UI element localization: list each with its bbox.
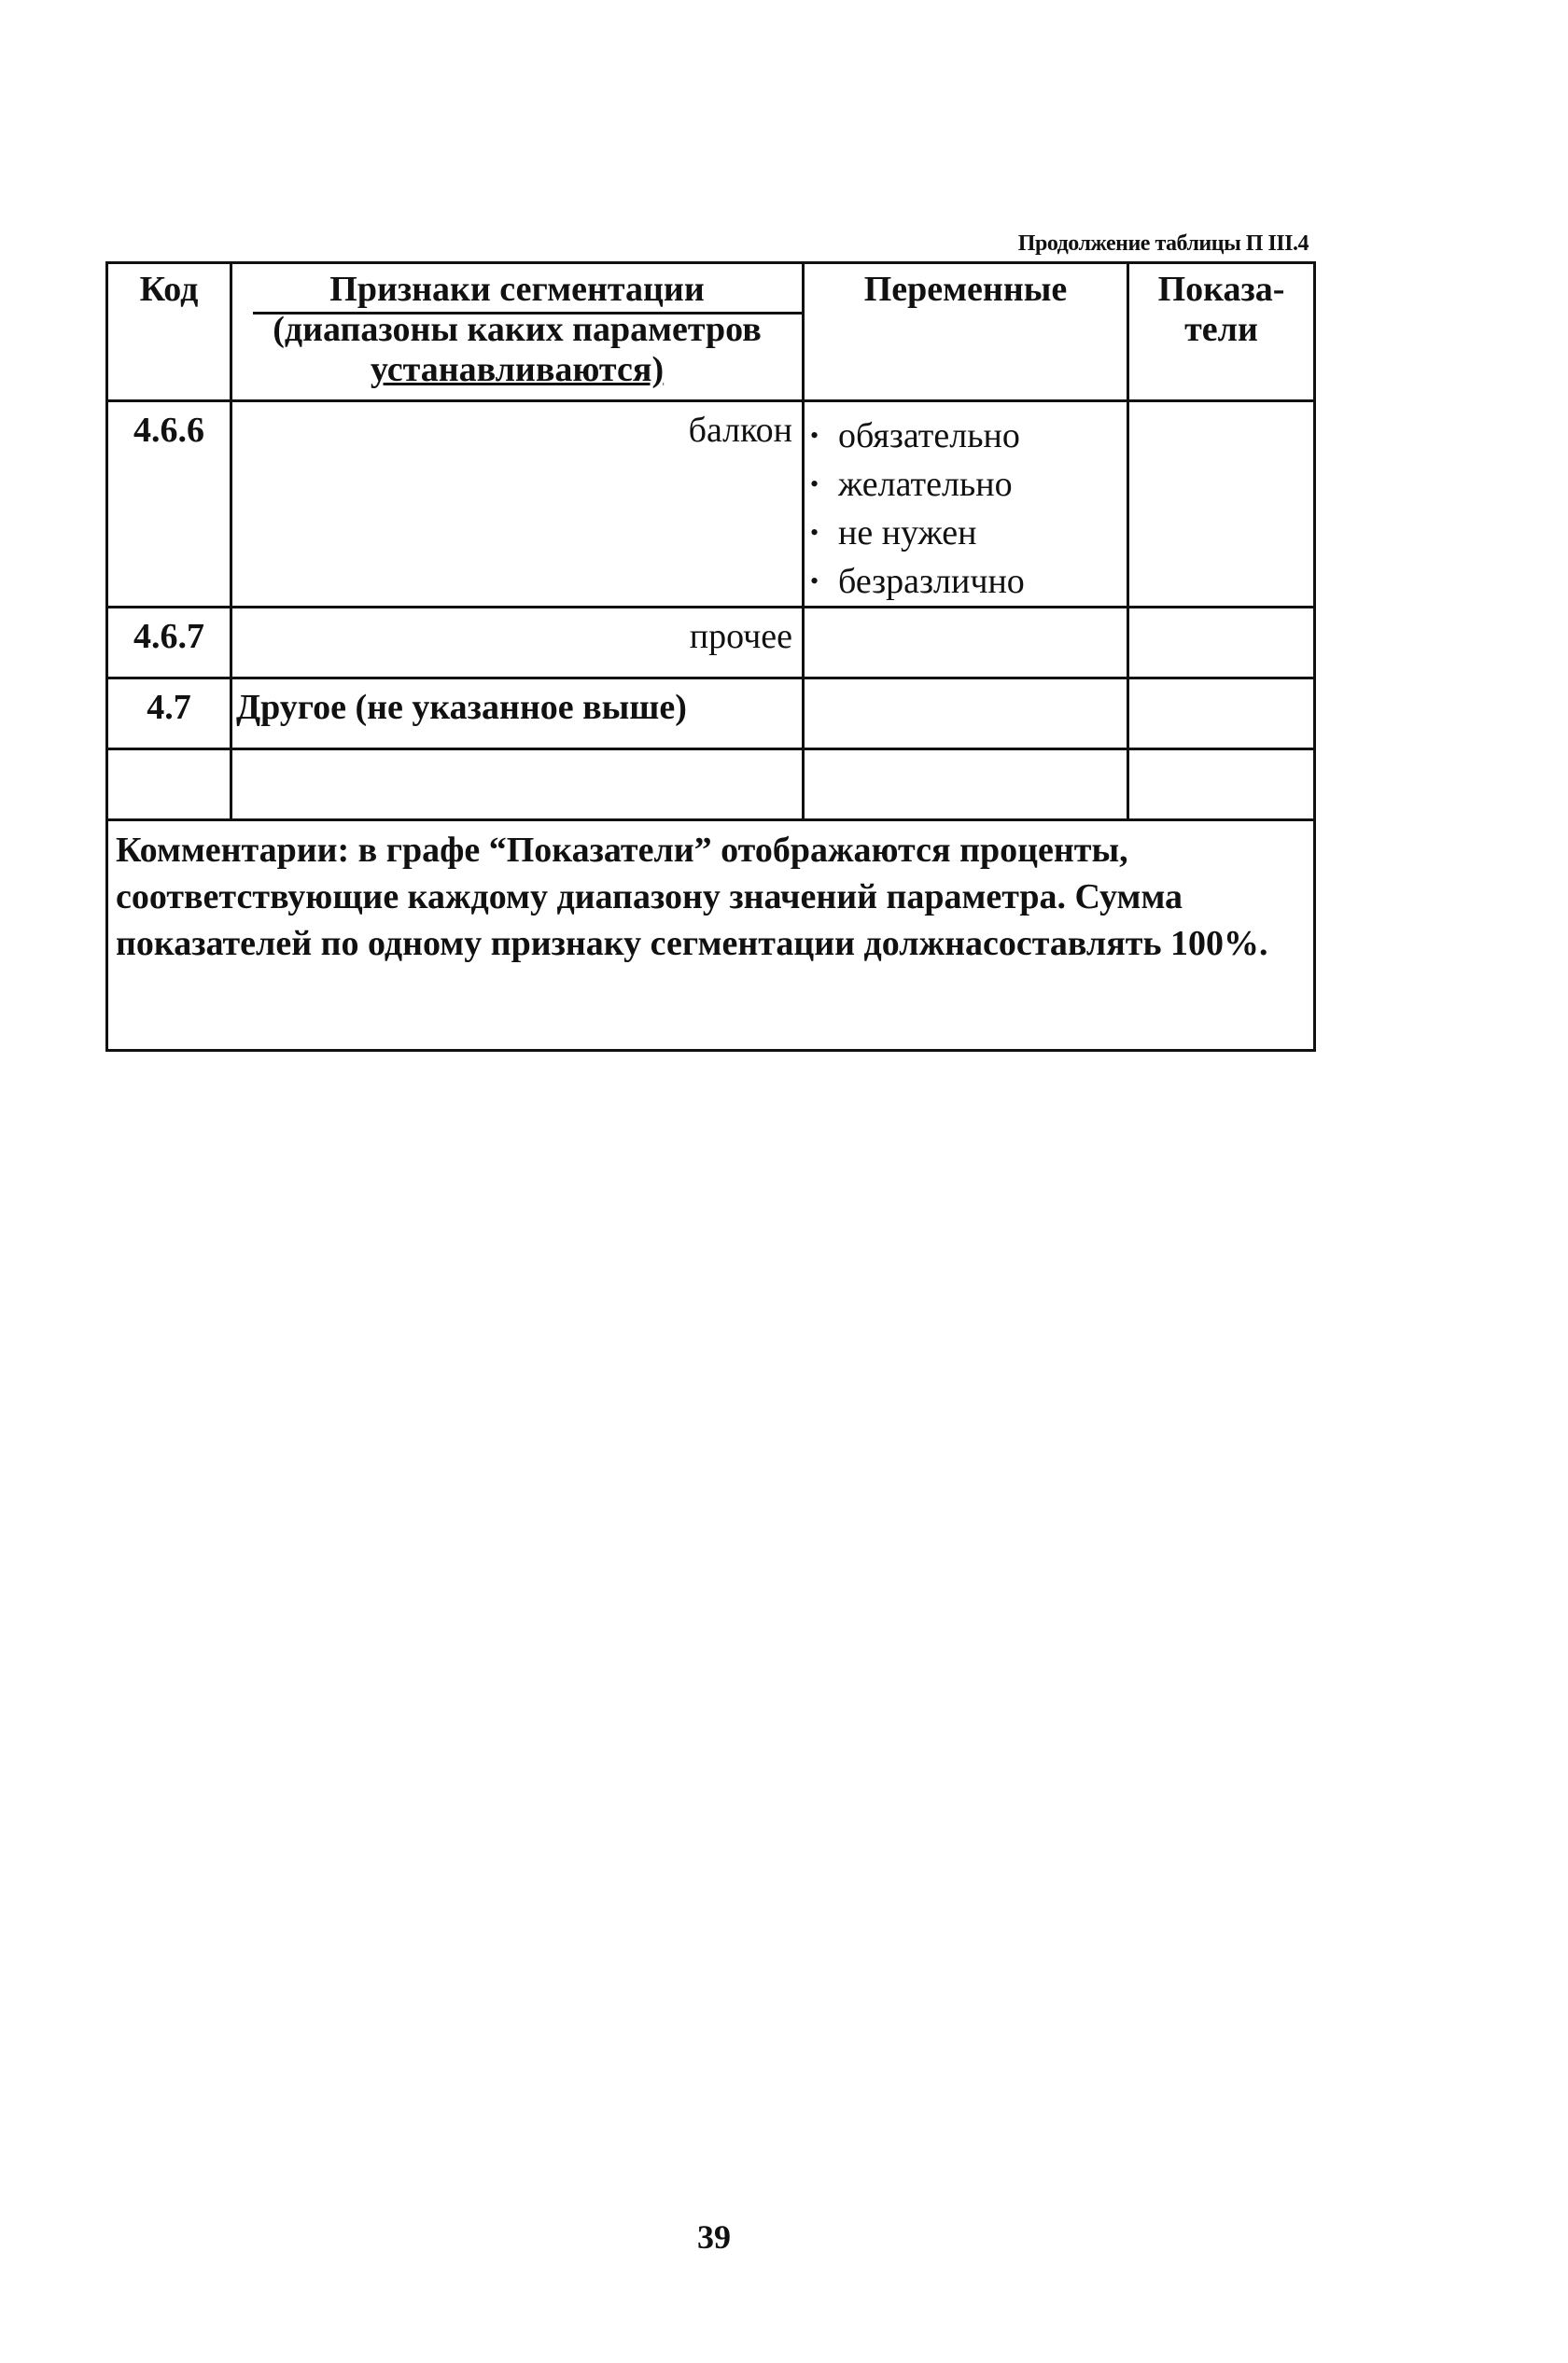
row-sign: балкон bbox=[231, 401, 804, 608]
empty-cell bbox=[231, 749, 804, 820]
row-code: 4.6.6 bbox=[107, 401, 231, 608]
bullet-icon: • bbox=[810, 519, 819, 546]
list-item bbox=[810, 557, 1127, 606]
page-number: 39 bbox=[697, 2218, 731, 2256]
row-variables bbox=[804, 401, 1128, 608]
row-sign: прочее bbox=[231, 608, 804, 678]
list-item bbox=[810, 412, 1127, 460]
row-variables bbox=[804, 608, 1128, 678]
bullet-icon: • bbox=[810, 422, 819, 449]
list-item bbox=[810, 460, 1127, 509]
header-code: Код bbox=[107, 263, 231, 401]
list-item bbox=[810, 509, 1127, 557]
variable-label: желательно bbox=[838, 465, 1013, 504]
header-sign-line-2: (диапазоны каких параметров bbox=[232, 310, 802, 350]
header-segmentation-signs bbox=[231, 263, 804, 401]
comment-text: Комментарии: в графе “Показатели” отображаются проценты, соответствующие каждому диапазону значений параметра. Сумма показателей по одному признаку сегментации должнасоставлять 100%. bbox=[107, 820, 1315, 1051]
header-indicators-line-2: тели bbox=[1184, 310, 1258, 349]
segmentation-table bbox=[105, 261, 1316, 1052]
variable-label: не нужен bbox=[838, 513, 977, 552]
empty-cell bbox=[804, 749, 1128, 820]
table-continuation-note: Продолжение таблицы П III.4 bbox=[1017, 231, 1309, 256]
row-sign: Другое (не указанное выше) bbox=[231, 678, 804, 749]
row-indicators bbox=[1128, 401, 1315, 608]
bullet-icon: • bbox=[810, 470, 819, 497]
row-code: 4.6.7 bbox=[107, 608, 231, 678]
header-sign-line-3: устанавливаются) bbox=[370, 350, 665, 389]
empty-cell bbox=[1128, 749, 1315, 820]
table-header-row bbox=[107, 263, 1315, 401]
empty-cell bbox=[107, 749, 231, 820]
row-code: 4.7 bbox=[107, 678, 231, 749]
table-row bbox=[107, 401, 1315, 608]
table-row bbox=[107, 608, 1315, 678]
header-sign-line-1: Признаки сегментации bbox=[329, 270, 705, 309]
row-indicators bbox=[1128, 678, 1315, 749]
header-variables: Переменные bbox=[804, 263, 1128, 401]
row-variables bbox=[804, 678, 1128, 749]
empty-table-row bbox=[107, 749, 1315, 820]
row-indicators bbox=[1128, 608, 1315, 678]
header-indicators-line-1: Показа- bbox=[1157, 270, 1285, 309]
comment-row bbox=[107, 820, 1315, 1051]
variable-label: обязательно bbox=[838, 416, 1020, 455]
variables-list bbox=[805, 402, 1127, 606]
bullet-icon: • bbox=[810, 567, 819, 594]
header-indicators bbox=[1128, 263, 1315, 401]
variable-label: безразлично bbox=[838, 562, 1025, 601]
table-row bbox=[107, 678, 1315, 749]
